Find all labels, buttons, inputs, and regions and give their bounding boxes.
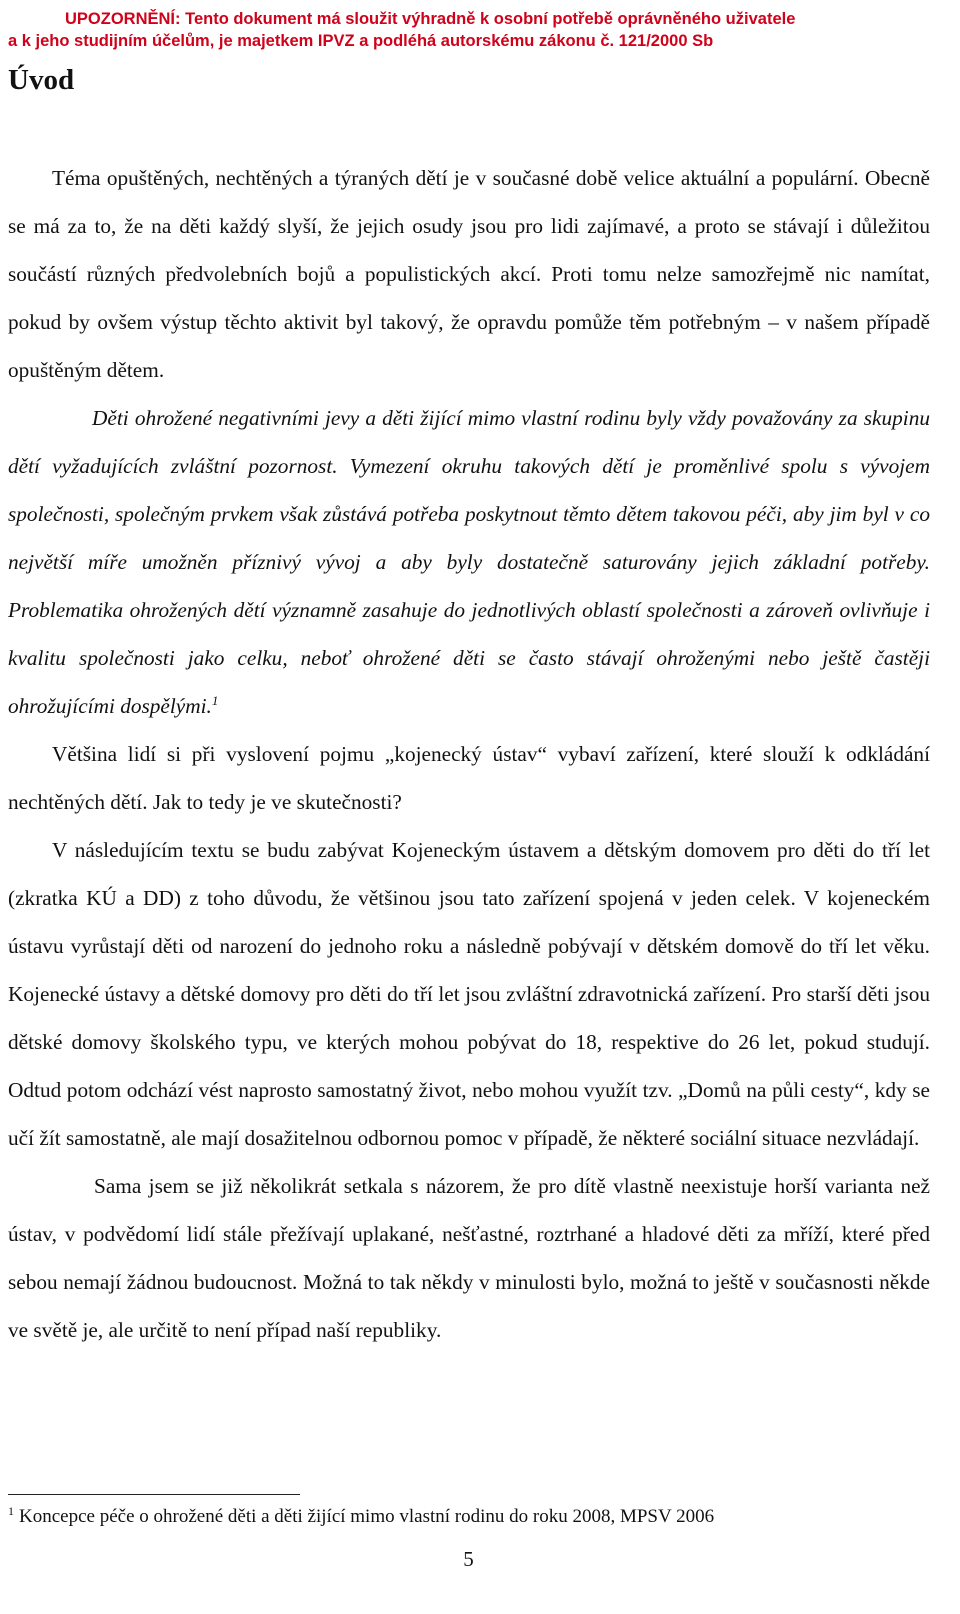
footnote-text: Koncepce péče o ohrožené děti a děti žijící mimo vlastní rodinu do roku 2008, MPSV 2006	[19, 1506, 715, 1527]
footnote-marker: 1	[8, 1503, 14, 1518]
footnote-reference[interactable]: 1	[211, 692, 219, 708]
paragraph-endangered-children-text: Děti ohrožené negativními jevy a děti žijící mimo vlastní rodinu byly vždy považovány za skupinu dětí vyžadujících zvláštní pozornost. Vymezení okruhu takových dětí je proměnlivé spolu s vývojem společnosti, společným prvkem však zůstává potřeba poskytnout těmto dětem takovou péči, aby jim byl v co největší míře umožněn příznivý vývoj a aby byly dostatečně saturovány jejich základní potřeby. Problematika ohrožených dětí významně zasahuje do jednotlivých oblastí společnosti a zároveň ovlivňuje i kvalitu společnosti jako celku, neboť ohrožené děti se často stávají ohroženými nebo ještě častěji ohrožujícími dospělými.	[8, 406, 930, 718]
paragraph-infant-institute-perception: Většina lidí si při vyslovení pojmu „kojenecký ústav“ vybaví zařízení, které slouží k odkládání nechtěných dětí. Jak to tedy je ve skutečnosti?	[8, 742, 930, 814]
paragraph-endangered-children	[8, 394, 930, 730]
footnote-separator	[8, 1494, 300, 1495]
copyright-notice-line-1: UPOZORNĚNÍ: Tento dokument má sloužit výhradně k osobní potřebě oprávněného uživatele	[65, 10, 796, 28]
section-heading: Úvod	[8, 64, 75, 96]
paragraph-author-opinion: Sama jsem se již několikrát setkala s názorem, že pro dítě vlastně neexistuje horší varianta než ústav, v podvědomí lidí stále přežívají uplakané, nešťastné, roztrhané a hladové děti za mříží, které před sebou nemají žádnou budoucnost. Možná to tak někdy v minulosti bylo, možná to ještě v současnosti někde ve světě je, ale určitě to není případ naší republiky.	[8, 1174, 930, 1342]
paragraph-institute-description: V následujícím textu se budu zabývat Kojeneckým ústavem a dětským domovem pro děti do tří let (zkratka KÚ a DD) z toho důvodu, že většinou jsou tato zařízení spojená v jeden celek. V kojeneckém ústavu vyrůstají děti od narození do jednoho roku a následně pobývají v dětském domově do tří let věku. Kojenecké ústavy a dětské domovy pro děti do tří let jsou zvláštní zdravotnická zařízení. Pro starší děti jsou dětské domovy školského typu, ve kterých mohou pobývat do 18, respektive do 26 let, pokud studují. Odtud potom odchází vést naprosto samostatný život, nebo mohou využít tzv. „Domů na půli cesty“, kdy se učí žít samostatně, ale mají dosažitelnou odbornou pomoc v případě, že některé sociální situace nezvládají.	[8, 838, 930, 1150]
body-text	[8, 154, 930, 1354]
paragraph-intro: Téma opuštěných, nechtěných a týraných dětí je v současné době velice aktuální a populární. Obecně se má za to, že na děti každý slyší, že jejich osudy jsou pro lidi zajímavé, a proto se stávají i důležitou součástí různých předvolebních bojů a populistických akcí. Proti tomu nelze samozřejmě nic namítat, pokud by ovšem výstup těchto aktivit byl takový, že opravdu pomůže těm potřebným – v našem případě opuštěným dětem.	[8, 166, 930, 382]
copyright-notice-line-2: a k jeho studijním účelům, je majetkem IPVZ a podléhá autorskému zákonu č. 121/2000 Sb	[8, 32, 714, 50]
page-number: 5	[463, 1547, 474, 1571]
copyright-notice	[8, 8, 948, 52]
footnote	[8, 1504, 938, 1530]
